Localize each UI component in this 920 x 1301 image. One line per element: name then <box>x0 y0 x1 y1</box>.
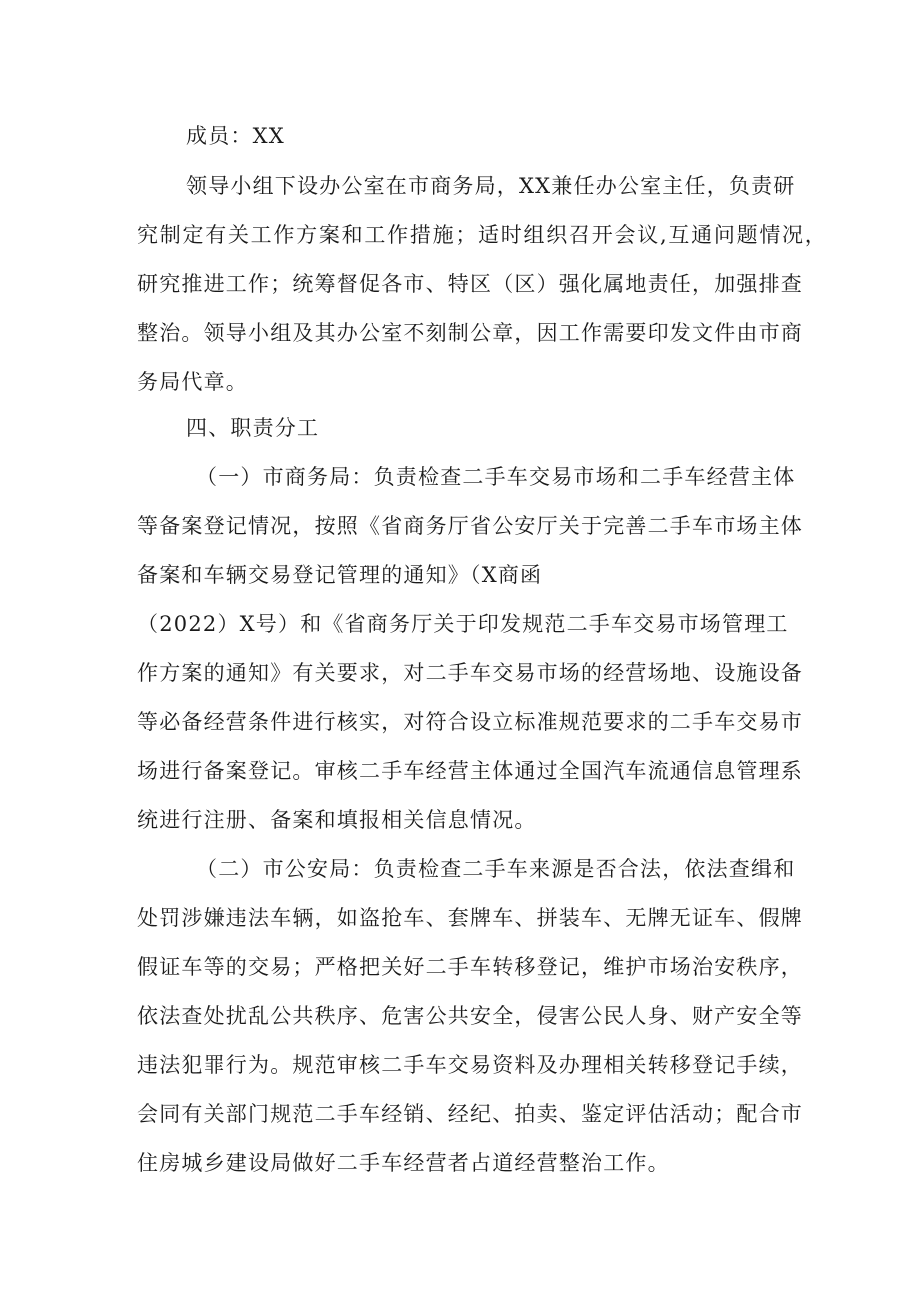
paragraph-line: 等必备经营条件进行核实，对符合设立标准规范要求的二手车交易市 <box>137 710 803 734</box>
paragraph-line: （2022）X号）和《省商务厅关于印发规范二手车交易市场管理工 <box>137 612 789 636</box>
paragraph-line: 领导小组下设办公室在市商务局，XX兼任办公室主任，负责研 <box>186 174 796 198</box>
paragraph-line: 假证车等的交易；严格把关好二手车转移登记，维护市场治安秩序， <box>137 955 803 979</box>
paragraph-line: 务局代章。 <box>137 370 248 394</box>
paragraph-line: 依法查处扰乱公共秩序、危害公共安全，侵害公民人身、财产安全等 <box>137 1004 803 1028</box>
paragraph-line: 作方案的通知》有关要求，对二手车交易市场的经营场地、设施设备 <box>137 661 803 685</box>
paragraph-line: （一）市商务局：负责检查二手车交易市场和二手车经营主体 <box>196 465 796 489</box>
paragraph-line: 备案和车辆交易登记管理的通知》（X商函 <box>137 563 543 587</box>
paragraph-line: 究制定有关工作方案和工作措施；适时组织召开会议,互通问题情况， <box>137 223 827 247</box>
paragraph-line: 会同有关部门规范二手车经销、经纪、拍卖、鉴定评估活动；配合市 <box>137 1102 803 1126</box>
paragraph-line: 研究推进工作；统筹督促各市、特区（区）强化属地责任，加强排查 <box>137 272 803 296</box>
paragraph-line: 住房城乡建设局做好二手车经营者占道经营整治工作。 <box>137 1151 670 1175</box>
paragraph-line: （二）市公安局：负责检查二手车来源是否合法，依法查缉和 <box>196 857 796 881</box>
paragraph-line: 等备案登记情况，按照《省商务厅省公安厅关于完善二手车市场主体 <box>137 514 803 538</box>
paragraph-line: 场进行备案登记。审核二手车经营主体通过全国汽车流通信息管理系 <box>137 759 803 783</box>
section-heading: 四、职责分工 <box>186 416 320 440</box>
paragraph-line: 处罚涉嫌违法车辆，如盗抢车、套牌车、拼装车、无牌无证车、假牌 <box>137 906 803 930</box>
paragraph-line: 统进行注册、备案和填报相关信息情况。 <box>137 808 537 832</box>
paragraph-line: 整治。领导小组及其办公室不刻制公章，因工作需要印发文件由市商 <box>137 321 803 345</box>
members-line: 成员：XX <box>186 124 285 148</box>
paragraph-line: 违法犯罪行为。规范审核二手车交易资料及办理相关转移登记手续， <box>137 1053 803 1077</box>
